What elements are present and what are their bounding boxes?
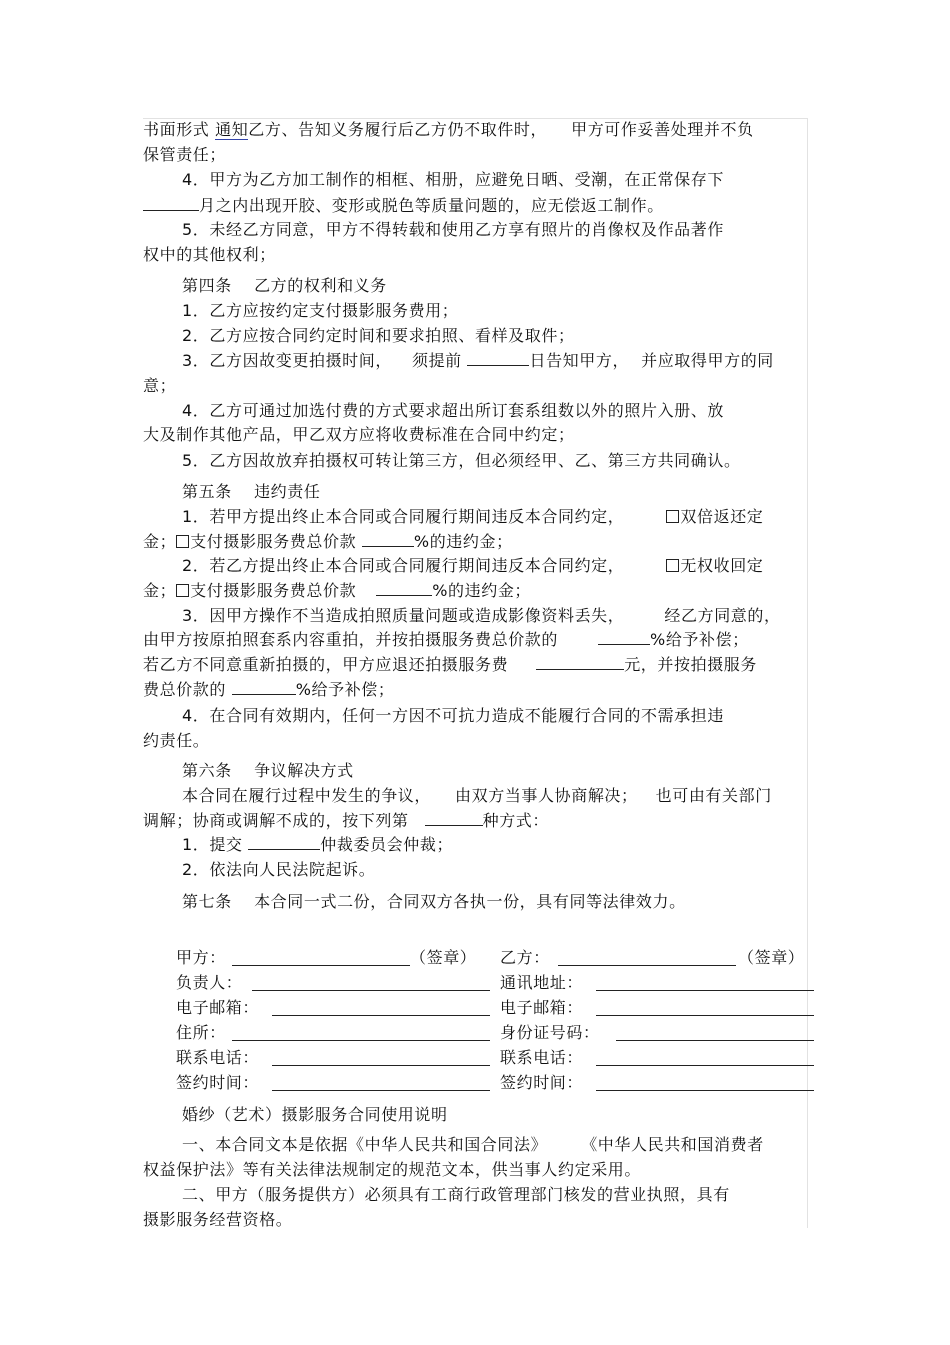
text: 也可由有关部门	[655, 786, 772, 805]
article-5-item-4-cont: 约责任。	[143, 731, 210, 750]
party-a-label: 甲方：	[176, 948, 226, 967]
sign-date-a-label: 签约时间：	[176, 1073, 260, 1092]
text: 3．因甲方操作不当造成拍照质量问题或造成影像资料丢失，	[182, 606, 625, 625]
residence-label: 住所：	[176, 1023, 226, 1042]
text: 1．若甲方提出终止本合同或合同履行期间违反本合同约定，	[182, 507, 625, 526]
note-1-line-2: 权益保护法》等有关法律法规制定的规范文本，供当事人约定采用。	[143, 1160, 642, 1179]
phone-b-line[interactable]	[596, 1065, 814, 1066]
page-border-right	[807, 118, 808, 1228]
article-5-item-3-line-3	[143, 655, 757, 675]
article-5-item-3-line-2	[143, 630, 749, 650]
residence-line[interactable]	[232, 1040, 490, 1041]
article-5-item-1	[182, 507, 763, 527]
id-number-line[interactable]	[616, 1040, 814, 1041]
phone-b-label: 联系电话：	[500, 1048, 584, 1067]
page-border-top	[143, 118, 808, 119]
blank-percent	[362, 532, 414, 547]
checkbox-double-deposit[interactable]	[666, 510, 679, 523]
text: %给予补偿；	[295, 680, 395, 699]
text: 一、本合同文本是依据《中华人民共和国合同法》	[182, 1135, 548, 1154]
clause-3-5-line-1: 5．未经乙方同意，甲方不得转载和使用乙方享有照片的肖像权及作品著作	[182, 220, 724, 239]
text: 1．提交	[182, 835, 243, 854]
clause-3-5-line-2: 权中的其他权利；	[143, 245, 276, 264]
article-6-heading: 第六条 争议解决方式	[182, 761, 354, 780]
party-b-seal: （签章）	[738, 948, 805, 967]
article-4-item-4-cont: 大及制作其他产品，甲乙双方应将收费标准在合同中约定；	[143, 425, 575, 444]
article-6-para-2	[143, 811, 549, 831]
text: 须提前	[411, 351, 462, 370]
blank-arbitration	[248, 835, 320, 850]
article-5-item-4: 4．在合同有效期内，任何一方因不可抗力造成不能履行合同的不需承担违	[182, 706, 724, 725]
email-a-line[interactable]	[272, 1015, 490, 1016]
note-1-line-1	[182, 1135, 764, 1155]
id-number-label: 身份证号码：	[500, 1023, 600, 1042]
article-5-heading: 第五条 违约责任	[182, 482, 321, 501]
text: 费总价款的	[143, 680, 227, 699]
note-2-line-2: 摄影服务经营资格。	[143, 1210, 293, 1229]
text: 支付摄影服务费总价款	[190, 581, 357, 600]
article-5-item-2	[182, 556, 763, 576]
clause-3-3-line-2: 保管责任；	[143, 145, 227, 164]
text: %的违约金；	[432, 581, 532, 600]
text: 《中华人民共和国消费者	[581, 1135, 764, 1154]
phone-a-line[interactable]	[272, 1065, 490, 1066]
text: 3．乙方因故变更拍摄时间，	[182, 351, 392, 370]
article-5-item-1-cont	[143, 532, 513, 552]
notes-title: 婚纱（艺术）摄影服务合同使用说明	[182, 1105, 448, 1124]
blank-percent	[232, 680, 296, 695]
article-6-item-1	[182, 835, 453, 855]
phone-a-label: 联系电话：	[176, 1048, 260, 1067]
party-a-seal: （签章）	[410, 948, 477, 967]
text: %的违约金；	[413, 532, 513, 551]
text: 若乙方不同意重新拍摄的，甲方应退还拍摄服务费	[143, 655, 509, 674]
party-b-label: 乙方：	[500, 948, 550, 967]
sign-date-b-label: 签约时间：	[500, 1073, 584, 1092]
address-label: 通讯地址：	[500, 973, 584, 992]
article-4-item-2: 2．乙方应按合同约定时间和要求拍照、看样及取件；	[182, 326, 575, 345]
article-7: 第七条 本合同一式二份，合同双方各执一份，具有同等法律效力。	[182, 892, 686, 911]
article-6-para-1	[182, 786, 772, 806]
checkbox-penalty-b[interactable]	[176, 584, 189, 597]
sign-date-b-line[interactable]	[596, 1090, 814, 1091]
text: 书面形式	[143, 120, 210, 139]
clause-3-4-line-2	[143, 196, 664, 216]
checkbox-penalty-a[interactable]	[176, 535, 189, 548]
text: 乙方、告知义务履行后乙方仍不取件时，	[248, 120, 548, 139]
text: 月之内出现开胶、变形或脱色等质量问题的，应无偿返工制作。	[199, 196, 664, 215]
blank-percent	[598, 630, 650, 645]
article-6-item-2: 2．依法向人民法院起诉。	[182, 860, 376, 879]
blank-amount	[536, 655, 624, 670]
text: 经乙方同意的，	[664, 606, 781, 625]
responsible-person-line[interactable]	[252, 990, 490, 991]
email-b-label: 电子邮箱：	[500, 998, 584, 1017]
checkbox-forfeit-deposit[interactable]	[666, 559, 679, 572]
article-4-item-4: 4．乙方可通过加选付费的方式要求超出所订套系组数以外的照片入册、放	[182, 401, 724, 420]
article-5-item-3	[182, 606, 781, 626]
text: 甲方可作妥善处理并不负	[571, 120, 754, 139]
article-4-item-3	[182, 351, 774, 371]
blank-method	[425, 811, 483, 826]
email-a-label: 电子邮箱：	[176, 998, 260, 1017]
notice-link[interactable]: 通知	[215, 120, 249, 139]
note-2-line-1: 二、甲方（服务提供方）必须具有工商行政管理部门核发的营业执照，具有	[182, 1185, 730, 1204]
blank-days	[467, 351, 529, 366]
text: 种方式：	[482, 811, 550, 830]
blank-percent	[376, 581, 432, 596]
text: 金；	[143, 532, 177, 551]
article-4-heading: 第四条 乙方的权利和义务	[182, 276, 387, 295]
text: 日告知甲方，	[529, 351, 630, 370]
text: %给予补偿；	[650, 630, 749, 649]
article-4-item-1: 1．乙方应按约定支付摄影服务费用；	[182, 301, 459, 320]
address-line[interactable]	[596, 990, 814, 991]
text: 元，并按拍摄服务	[624, 655, 758, 674]
article-5-item-3-line-4	[143, 680, 395, 700]
article-4-item-3-cont: 意；	[143, 376, 177, 395]
text: 支付摄影服务费总价款	[190, 532, 357, 551]
blank-months	[143, 196, 199, 211]
text: 本合同在履行过程中发生的争议，	[182, 786, 432, 805]
text: 仲裁委员会仲裁；	[320, 835, 454, 854]
party-a-line[interactable]	[232, 965, 410, 966]
sign-date-a-line[interactable]	[272, 1090, 490, 1091]
text: 由甲方按原拍照套系内容重拍，并按拍摄服务费总价款的	[143, 630, 559, 649]
text: 双倍返还定	[680, 507, 764, 526]
text: 调解；协商或调解不成的，按下列第	[143, 811, 409, 830]
article-4-item-5: 5．乙方因故放弃拍摄权可转让第三方，但必须经甲、乙、第三方共同确认。	[182, 451, 741, 470]
article-5-item-2-cont	[143, 581, 531, 601]
responsible-person-label: 负责人：	[176, 973, 243, 992]
clause-3-4-line-1: 4．甲方为乙方加工制作的相框、相册，应避免日晒、受潮，在正常保存下	[182, 170, 724, 189]
clause-3-3-line-1	[143, 120, 754, 140]
text: 金；	[143, 581, 177, 600]
party-b-line[interactable]	[558, 965, 736, 966]
text: 无权收回定	[680, 556, 764, 575]
text: 由双方当事人协商解决；	[455, 786, 638, 805]
text: 2．若乙方提出终止本合同或合同履行期间违反本合同约定，	[182, 556, 625, 575]
email-b-line[interactable]	[596, 1015, 814, 1016]
text: 并应取得甲方的同	[641, 351, 774, 370]
